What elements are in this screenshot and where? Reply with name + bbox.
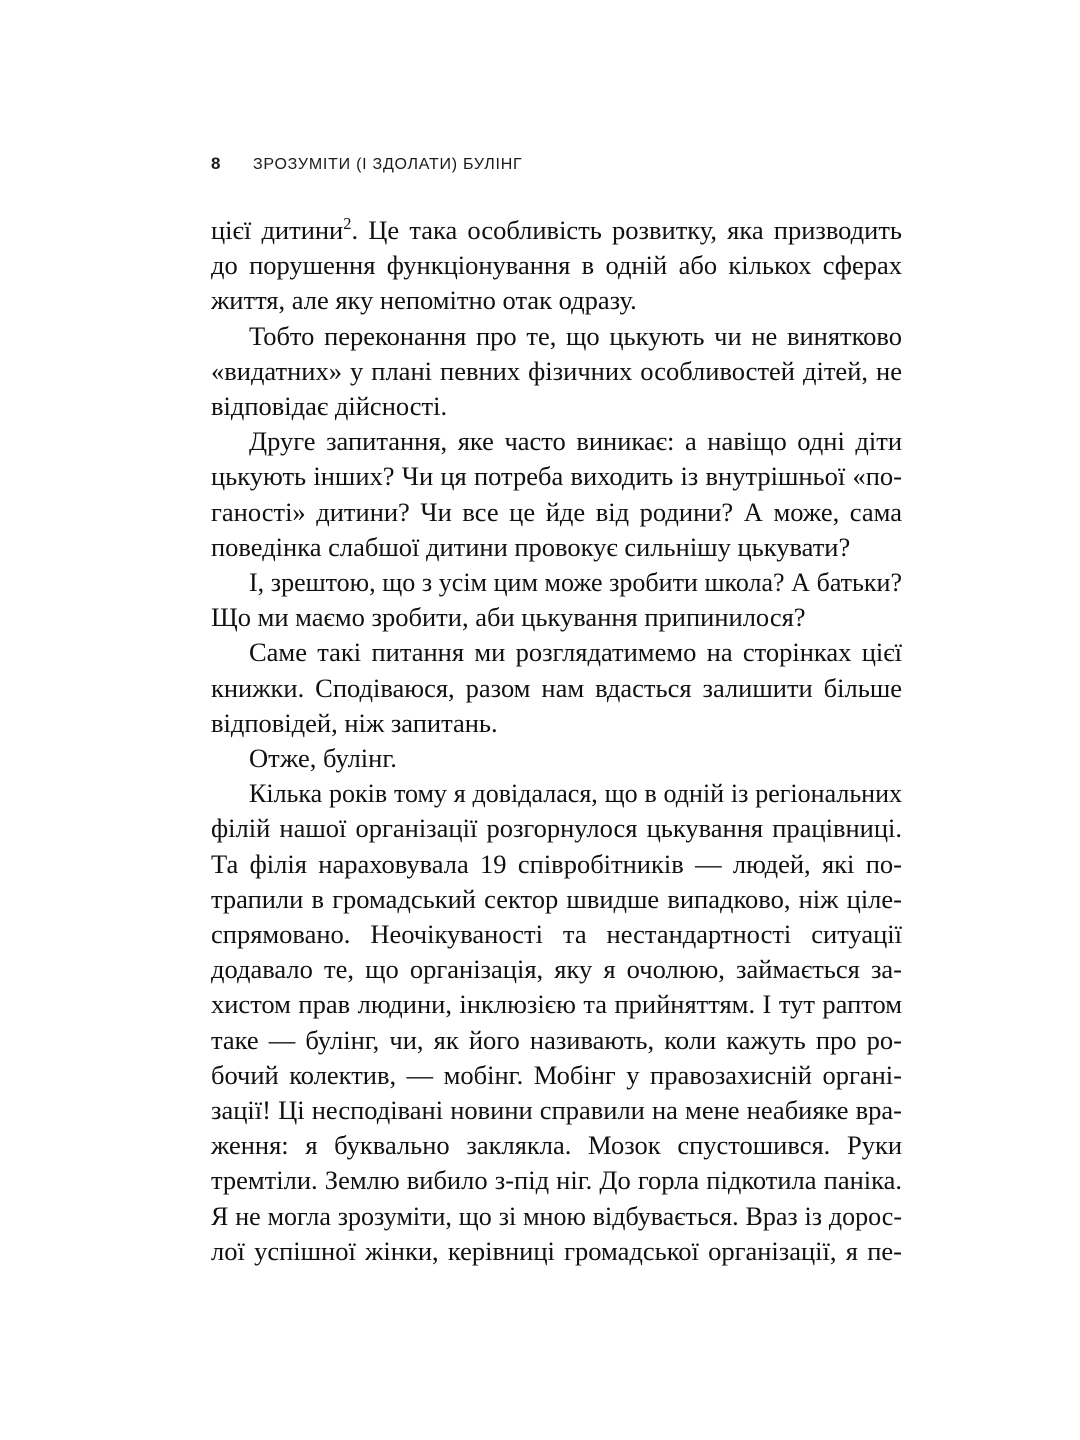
text-line: до порушення функціонування в одній або кількох сферах bbox=[211, 250, 902, 281]
text-line: Та філія нараховувала 19 співробітників — людей, які по- bbox=[211, 848, 902, 879]
text-line: лої успішної жінки, керівниці громадської організації, я пе- bbox=[211, 1235, 902, 1266]
body-text-column bbox=[211, 213, 902, 1269]
text-line: зації! Ці несподівані новини справили на мене неабияке вра- bbox=[211, 1095, 902, 1126]
text-line: додавало те, що організація, яку я очолюю, займається за- bbox=[211, 954, 902, 985]
text-line: відповідає дійсності. bbox=[211, 391, 448, 422]
text-line: трапили в громадський сектор швидше випадково, ніж ціле- bbox=[211, 883, 902, 914]
text-line: відповідей, ніж запитань. bbox=[211, 707, 498, 738]
text-line: Кілька років тому я довідалася, що в одній із регіональних bbox=[249, 779, 902, 809]
running-head-title: ЗРОЗУМІТИ (І ЗДОЛАТИ) БУЛІНГ bbox=[253, 156, 523, 173]
text-line: тремтіли. Землю вибило з-під ніг. До горла підкотила паніка. bbox=[211, 1165, 902, 1196]
text-line: спрямовано. Неочікуваності та нестандартності ситуації bbox=[211, 919, 902, 950]
paragraph-2 bbox=[211, 319, 902, 425]
paragraph-4 bbox=[211, 565, 902, 635]
text-line: життя, але яку непомітно отак одразу. bbox=[211, 285, 637, 316]
text-line: поведінка слабшої дитини провокує сильнішу цькувати? bbox=[211, 531, 851, 562]
text-line: ганості» дитини? Чи все це йде від родини? А може, сама bbox=[211, 496, 902, 527]
paragraph-3 bbox=[211, 424, 902, 565]
text-line: Я не могла зрозуміти, що зі мною відбувається. Враз із дорос- bbox=[211, 1201, 902, 1231]
text-line: цієї дитини$^2$. Це така особливість розвитку, яка призводить bbox=[211, 214, 902, 245]
text-line: цькують інших? Чи ця потреба виходить із внутрішньої «по- bbox=[211, 461, 902, 492]
text-line: Друге запитання, яке часто виникає: а навіщо одні діти bbox=[249, 426, 902, 457]
text-line: філій нашої організації розгорнулося цькування працівниці. bbox=[211, 813, 902, 844]
paragraph-5 bbox=[211, 635, 902, 741]
footnote-marker: 2 bbox=[343, 214, 352, 234]
text-line: таке — булінг, чи, як його називають, коли кажуть про ро- bbox=[211, 1024, 902, 1055]
text-line: книжки. Сподіваюся, разом нам вдасться залишити більше bbox=[211, 672, 902, 703]
paragraph-6 bbox=[211, 741, 902, 776]
text-line: Тобто переконання про те, що цькують чи не винятково bbox=[249, 320, 902, 351]
text-line: Отже, булінг. bbox=[249, 743, 397, 774]
page-number: 8 bbox=[211, 154, 221, 173]
text-line: хистом прав людини, інклюзією та прийняттям. І тут раптом bbox=[211, 989, 902, 1020]
text-line: «видатних» у плані певних фізичних особливостей дітей, не bbox=[211, 355, 902, 386]
paragraph-1 bbox=[211, 213, 902, 319]
text-line: ження: я буквально заклякла. Мозок спустошився. Руки bbox=[211, 1130, 902, 1161]
text-line: І, зрештою, що з усім цим може зробити школа? А батьки? bbox=[249, 568, 902, 598]
text-line: бочий колектив, — мобінг. Мобінг у правозахисній органі- bbox=[211, 1059, 902, 1090]
text-line: Що ми маємо зробити, аби цькування припинилося? bbox=[211, 602, 806, 633]
paragraph-7 bbox=[211, 776, 902, 1269]
text-line: Саме такі питання ми розглядатимемо на сторінках цієї bbox=[249, 637, 902, 668]
running-head bbox=[211, 155, 902, 173]
